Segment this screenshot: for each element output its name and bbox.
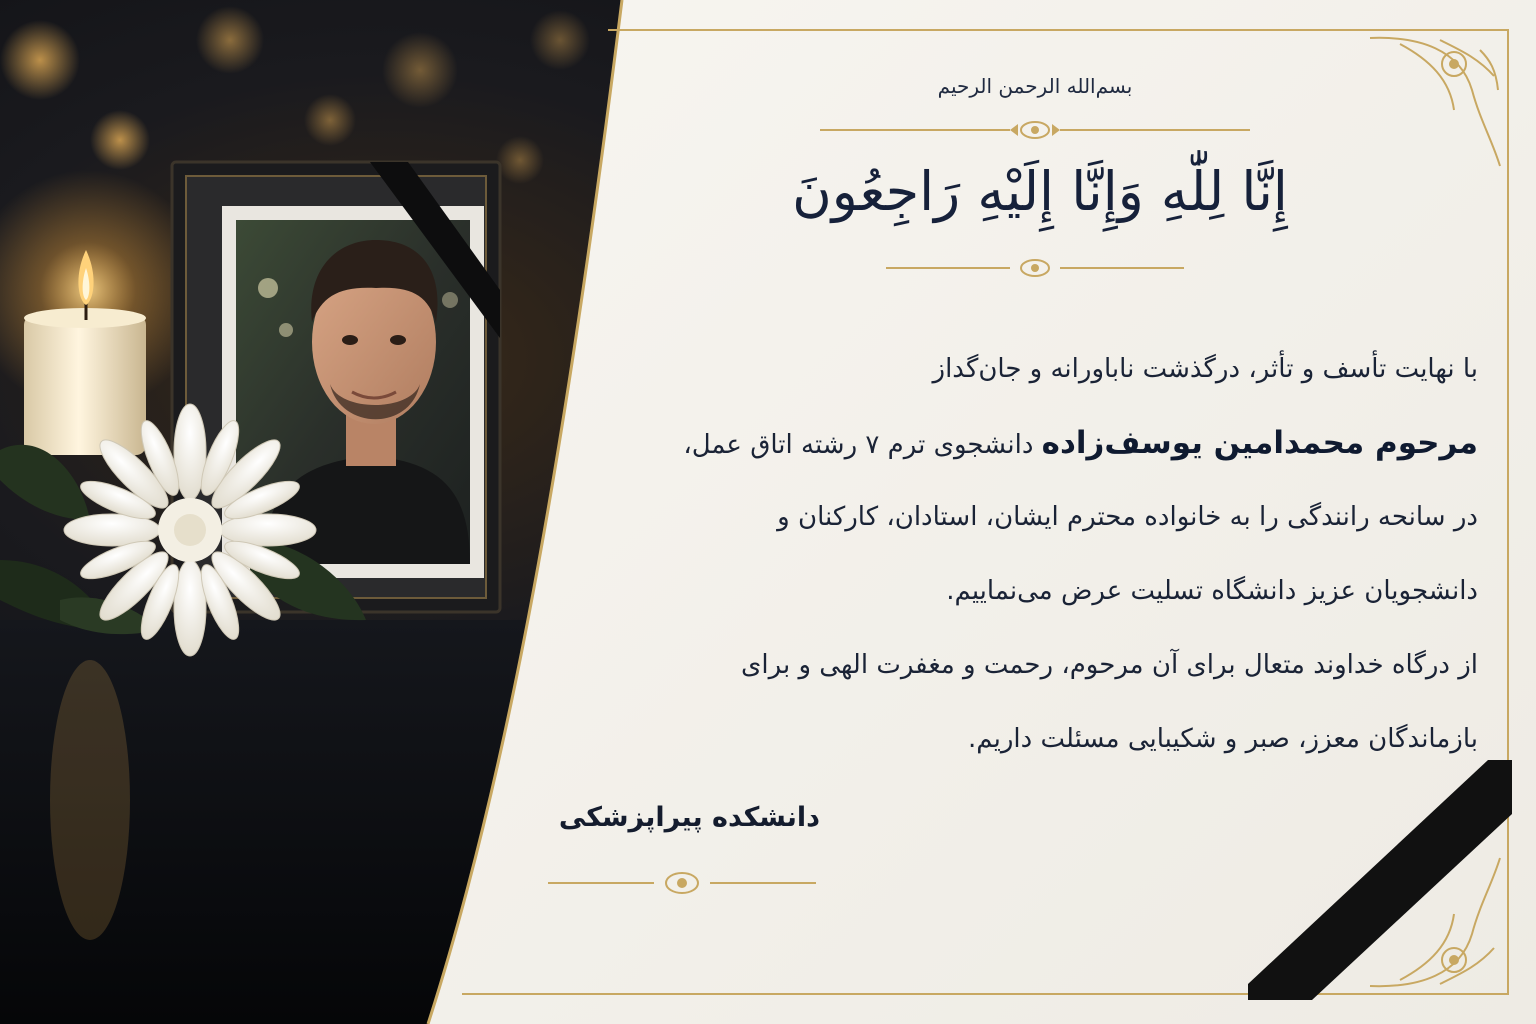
message-line-2-rest: دانشجوی ترم ۷ رشته اتاق عمل،	[683, 430, 1042, 460]
message-line-2	[560, 414, 1478, 488]
message-line-4: دانشجویان عزیز دانشگاه تسلیت عرض می‌نماییم.	[946, 576, 1478, 606]
condolence-message	[560, 340, 1478, 784]
message-line-6: بازماندگان معزز، صبر و شکیبایی مسئلت داریم.	[968, 724, 1478, 754]
bismillah-heading: بسم‌الله الرحمن الرحیم	[937, 74, 1133, 98]
message-line-5: از درگاه خداوند متعال برای آن مرحوم، رحمت و مغفرت الهی و برای	[741, 650, 1478, 680]
quran-verse-title: إِنَّا لِلّٰهِ وَإِنَّا إِلَيْهِ رَاجِعُونَ	[792, 160, 1288, 223]
signature-faculty: دانشکده پیراپزشکی	[558, 802, 820, 833]
deceased-name: مرحوم محمدامین یوسف‌زاده	[1041, 425, 1478, 461]
message-line-1: با نهایت تأسف و تأثر، درگذشت ناباورانه و جان‌گداز	[932, 354, 1478, 384]
message-line-3: در سانحه رانندگی را به خانواده محترم ایشان، استادان، کارکنان و	[777, 502, 1478, 532]
